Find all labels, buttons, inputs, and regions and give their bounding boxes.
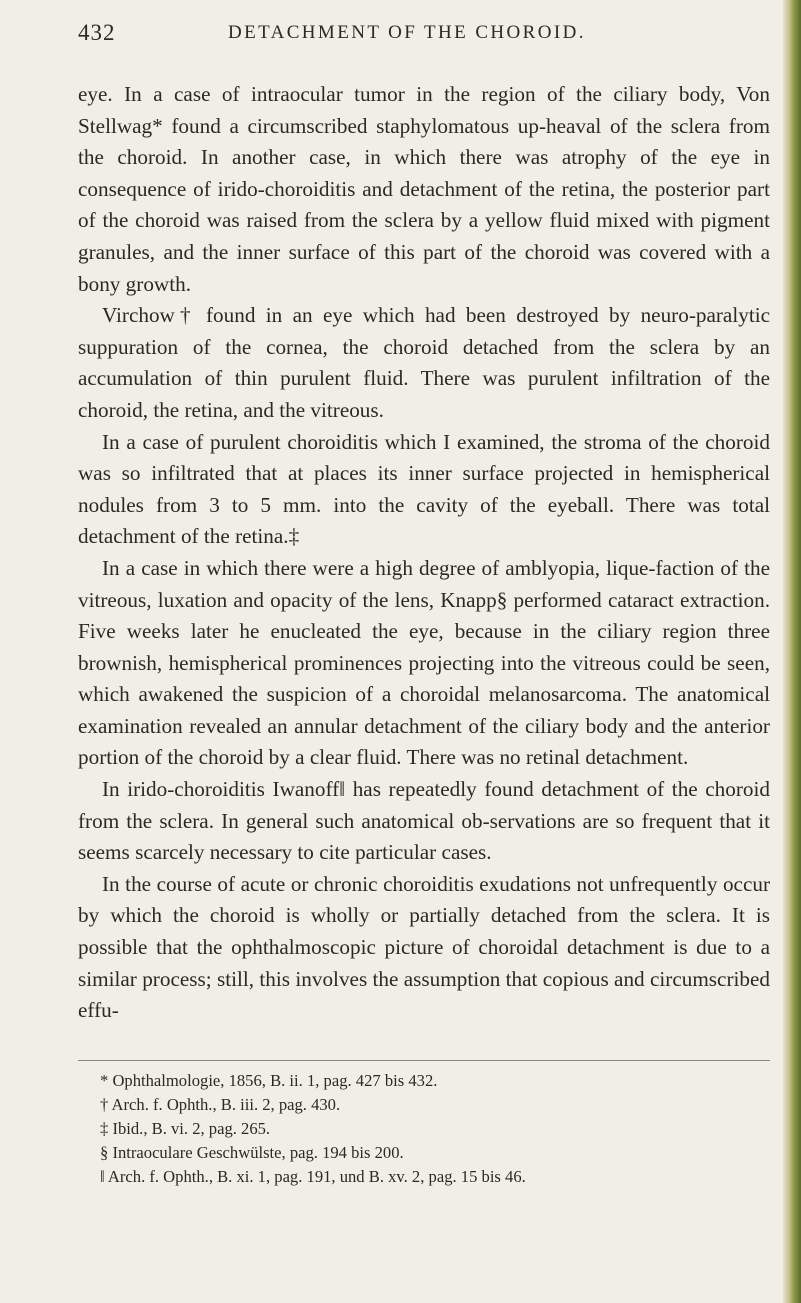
footnote: * Ophthalmologie, 1856, B. ii. 1, pag. 427 bis 432. [100, 1071, 438, 1090]
paragraph: In a case of purulent choroiditis which I examined, the stroma of the choroid was so infiltrated that at places its inner surface projected in hemispherical nodules from 3 to 5 mm. into the cavity of the eyeball. There was total detachment of the retina.‡ [78, 429, 770, 549]
body-text [78, 79, 770, 1027]
footnote: ‡ Ibid., B. vi. 2, pag. 265. [100, 1119, 271, 1138]
running-title: DETACHMENT OF THE CHOROID. [228, 22, 586, 43]
page-number: 432 [78, 20, 116, 45]
paragraph: In the course of acute or chronic choroiditis exudations not unfrequently occur by which the choroid is wholly or partially detached from the sclera. It is possible that the ophthalmoscopic picture of choroidal detachment is due to a similar process; still, this involves the assumption that copious and circumscribed effu- [78, 871, 770, 1023]
footnote: § Intraoculare Geschwülste, pag. 194 bis 200. [100, 1143, 404, 1162]
paragraph: In a case in which there were a high degree of amblyopia, lique-faction of the vitreous, luxation and opacity of the lens, Knapp§ performed cataract extraction. Five weeks later he enucleated the eye, because in the ciliary region three brownish, hemispherical prominences projecting into the vitreous could be seen, which awakened the suspicion of a choroidal melanosarcoma. The anatomical examination revealed an annular detachment of the ciliary body and the anterior portion of the choroid by a clear fluid. There was no retinal detachment. [78, 555, 770, 770]
footnote: † Arch. f. Ophth., B. iii. 2, pag. 430. [100, 1095, 341, 1114]
paragraph: In irido-choroiditis Iwanoff‖ has repeatedly found detachment of the choroid from the sclera. In general such anatomical ob-servations are so frequent that it seems scarcely necessary to cite particular cases. [78, 777, 770, 865]
footnotes [100, 1069, 770, 1189]
footnote: ‖ Arch. f. Ophth., B. xi. 1, pag. 191, und B. xv. 2, pag. 15 bis 46. [100, 1167, 526, 1186]
footnote-divider [78, 1060, 770, 1061]
paragraph: Virchow† found in an eye which had been destroyed by neuro-paralytic suppuration of the cornea, the choroid detached from the sclera by an accumulation of thin purulent fluid. There was purulent infiltration of the choroid, the retina, and the vitreous. [78, 303, 770, 422]
paragraph: eye. In a case of intraocular tumor in the region of the ciliary body, Von Stellwag* found a circumscribed staphylomatous up-heaval of the sclera from the choroid. In another case, in which there was atrophy of the eye in consequence of irido-choroiditis and detachment of the retina, the posterior part of the choroid was raised from the sclera by a yellow fluid mixed with pigment granules, and the inner surface of this part of the choroid was covered with a bony growth. [78, 82, 770, 296]
page-edge [783, 0, 801, 1303]
page-header [78, 20, 768, 56]
